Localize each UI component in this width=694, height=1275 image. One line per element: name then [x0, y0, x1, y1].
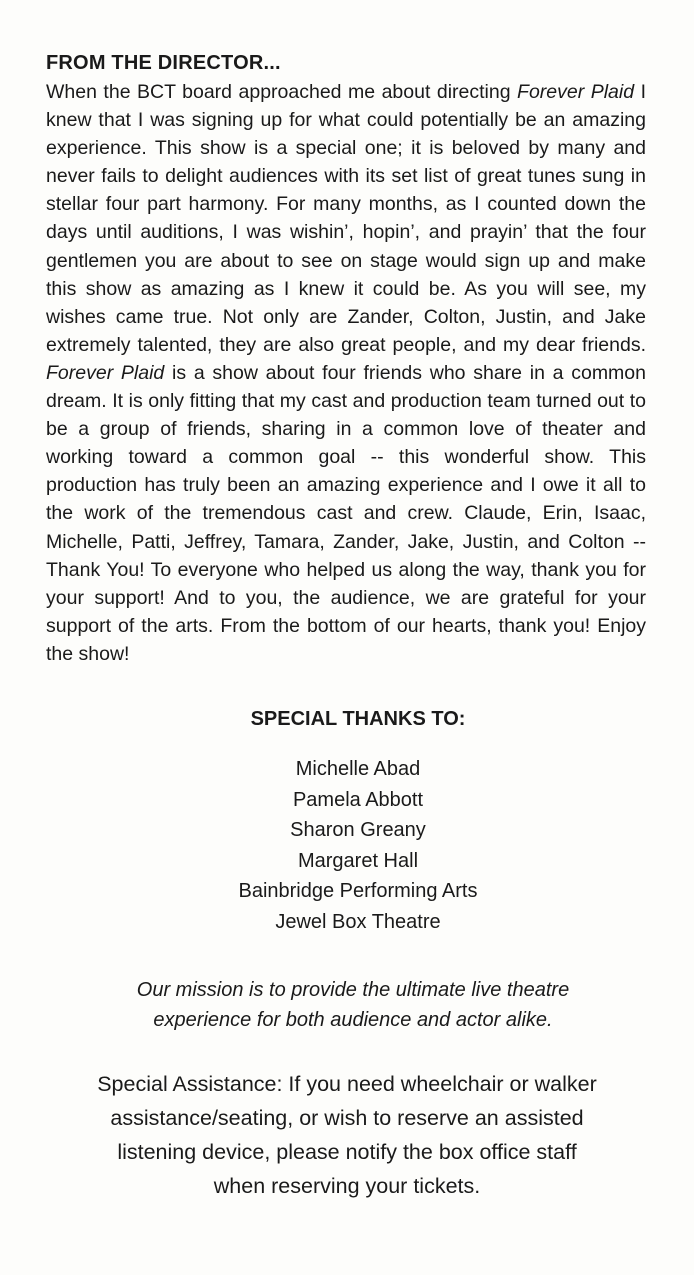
special-thanks: [0, 706, 694, 938]
assistance-line: assistance/seating, or wish to reserve an assisted: [110, 1106, 584, 1130]
thanks-name: Bainbridge Performing Arts: [238, 880, 478, 903]
assistance-line: when reserving your tickets.: [213, 1174, 481, 1198]
thanks-name: Michelle Abad: [295, 758, 421, 780]
thanks-name: Jewel Box Theatre: [275, 910, 441, 933]
show-title-1: Forever Plaid: [517, 81, 635, 103]
thanks-name: Sharon Greany: [290, 819, 426, 842]
director-text-3: is a show about four friends who share in a common dream. It is only fitting that my cast and production team turned out to be a group of friends, sharing in a common love of theater and working toward a common goal -- this wonderful show. This production has truly been an amazing experience and I owe it all to the work of the tremendous cast and crew. Claude, Erin, Isaac, Michelle, Patti, Jeffrey, Tamara, Zander, Jake, Justin, and Colton -- Thank You! To everyone who helped us along the way, thank you for your support! And to you, the audience, we are grateful for your support of the arts. From the bottom of our hearts, thank you! Enjoy the show!: [46, 361, 646, 665]
director-text-2: I knew that I was signing up for what could potentially be an amazing experience. This show is a special one; it is beloved by many and never fails to delight audiences with its set list of great tunes sung in stellar four part harmony. For many months, as I counted down the days until auditions, I was wishin’, hopin’, and prayin’ that the four gentlemen you are about to see on stage would sign up and make this show as amazing as I knew it could be. As you will see, my wishes came true. Not only are Zander, Colton, Justin, and Jake extremely talented, they are also great people, and my dear friends.: [46, 81, 646, 356]
thanks-name: Pamela Abbott: [292, 788, 424, 811]
director-text-1: When the BCT board approached me about directing: [46, 81, 518, 103]
assistance-line: listening device, please notify the box office staff: [117, 1140, 577, 1164]
show-title-2: Forever Plaid: [46, 361, 165, 384]
thanks-heading: SPECIAL THANKS TO:: [250, 708, 466, 730]
thanks-name: Margaret Hall: [297, 849, 419, 872]
director-paragraph: [46, 78, 646, 668]
director-heading: FROM THE DIRECTOR...: [46, 52, 281, 74]
assistance-line: Special Assistance: If you need wheelchair or walker: [97, 1072, 597, 1096]
thanks-list: [0, 754, 694, 938]
director-note: [46, 50, 646, 668]
special-assistance: [0, 1067, 694, 1203]
mission-line: Our mission is to provide the ultimate live theatre: [136, 979, 570, 1001]
mission-line: experience for both audience and actor alike.: [153, 1009, 553, 1031]
mission-statement: [0, 975, 694, 1035]
